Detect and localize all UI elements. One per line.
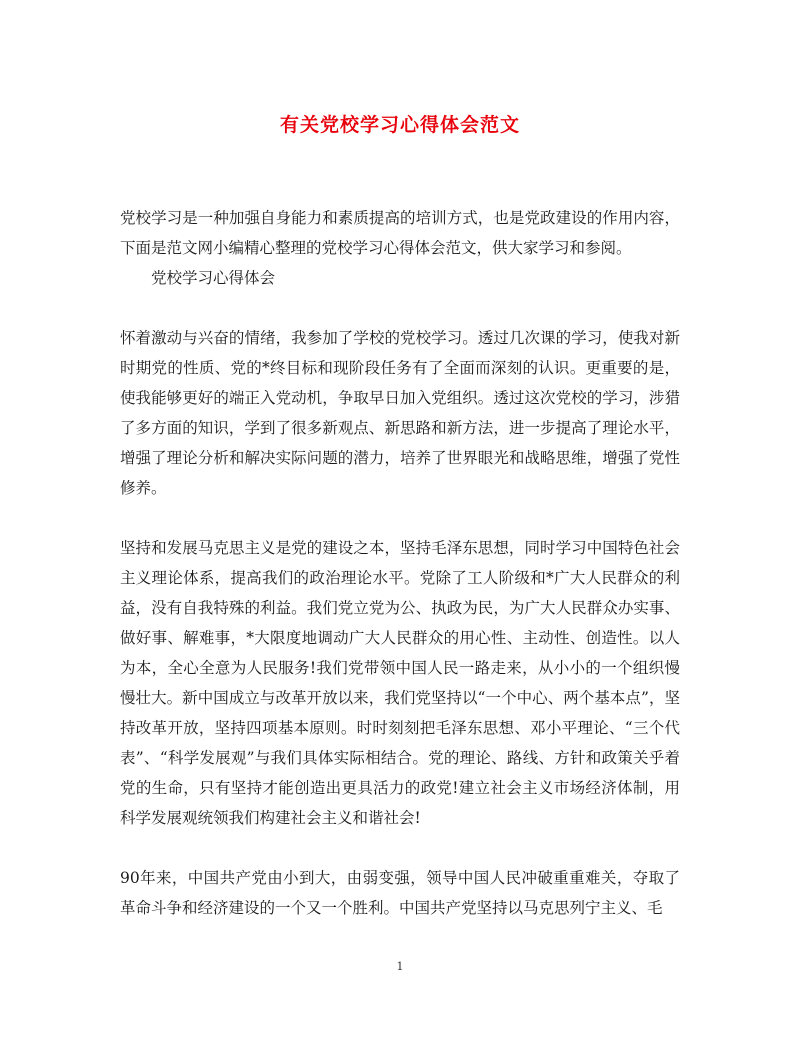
intro-paragraph: 党校学习是一种加强自身能力和素质提高的培训方式，也是党政建设的作用内容，下面是范文网小编精心整理的党校学习心得体会范文，供大家学习和参阅。 bbox=[120, 209, 680, 257]
body-paragraph: 怀着激动与兴奋的情绪，我参加了学校的党校学习。透过几次课的学习，使我对新时期党的性质、党的*终目标和现阶段任务有了全面而深刻的认识。更重要的是，使我能够更好的端正入党动机，争取早日加入党组织。透过这次党校的学习，涉猎了多方面的知识，学到了很多新观点、新思路和新方法，进一步提高了理论水平，增强了理论分析和解决实际问题的潜力，培养了世界眼光和战略思维，增强了党性修养。 bbox=[120, 329, 680, 497]
section-subheading: 党校学习心得体会 bbox=[151, 269, 276, 287]
body-paragraph: 坚持和发展马克思主义是党的建设之本，坚持毛泽东思想，同时学习中国特色社会主义理论体系，提高我们的政治理论水平。党除了工人阶级和*广大人民群众的利益，没有自我特殊的利益。我们党立党为公、执政为民，为广大人民群众办实事、做好事、解难事，*大限度地调动广大人民群众的用心性、主动性、创造性。以人为本，全心全意为人民服务!我们党带领中国人民一路走来，从小小的一个组织慢慢壮大。新中国成立与改革开放以来，我们党坚持以“一个中心、两个基本点”，坚持改革开放，坚持四项基本原则。时时刻刻把毛泽东思想、邓小平理论、“三个代表”、“科学发展观”与我们具体实际相结合。党的理论、路线、方针和政策关乎着党的生命，只有坚持才能创造出更具活力的政党!建立社会主义市场经济体制，用科学发展观统领我们构建社会主义和谐社会! bbox=[120, 539, 680, 827]
page-number: 1 bbox=[396, 960, 404, 973]
document-title: 有关党校学习心得体会范文 bbox=[279, 114, 520, 136]
body-paragraph: 90年来，中国共产党由小到大，由弱变强，领导中国人民冲破重重难关，夺取了革命斗争和经济建设的一个又一个胜利。中国共产党坚持以马克思列宁主义、毛 bbox=[120, 869, 680, 917]
document-body bbox=[120, 203, 680, 953]
